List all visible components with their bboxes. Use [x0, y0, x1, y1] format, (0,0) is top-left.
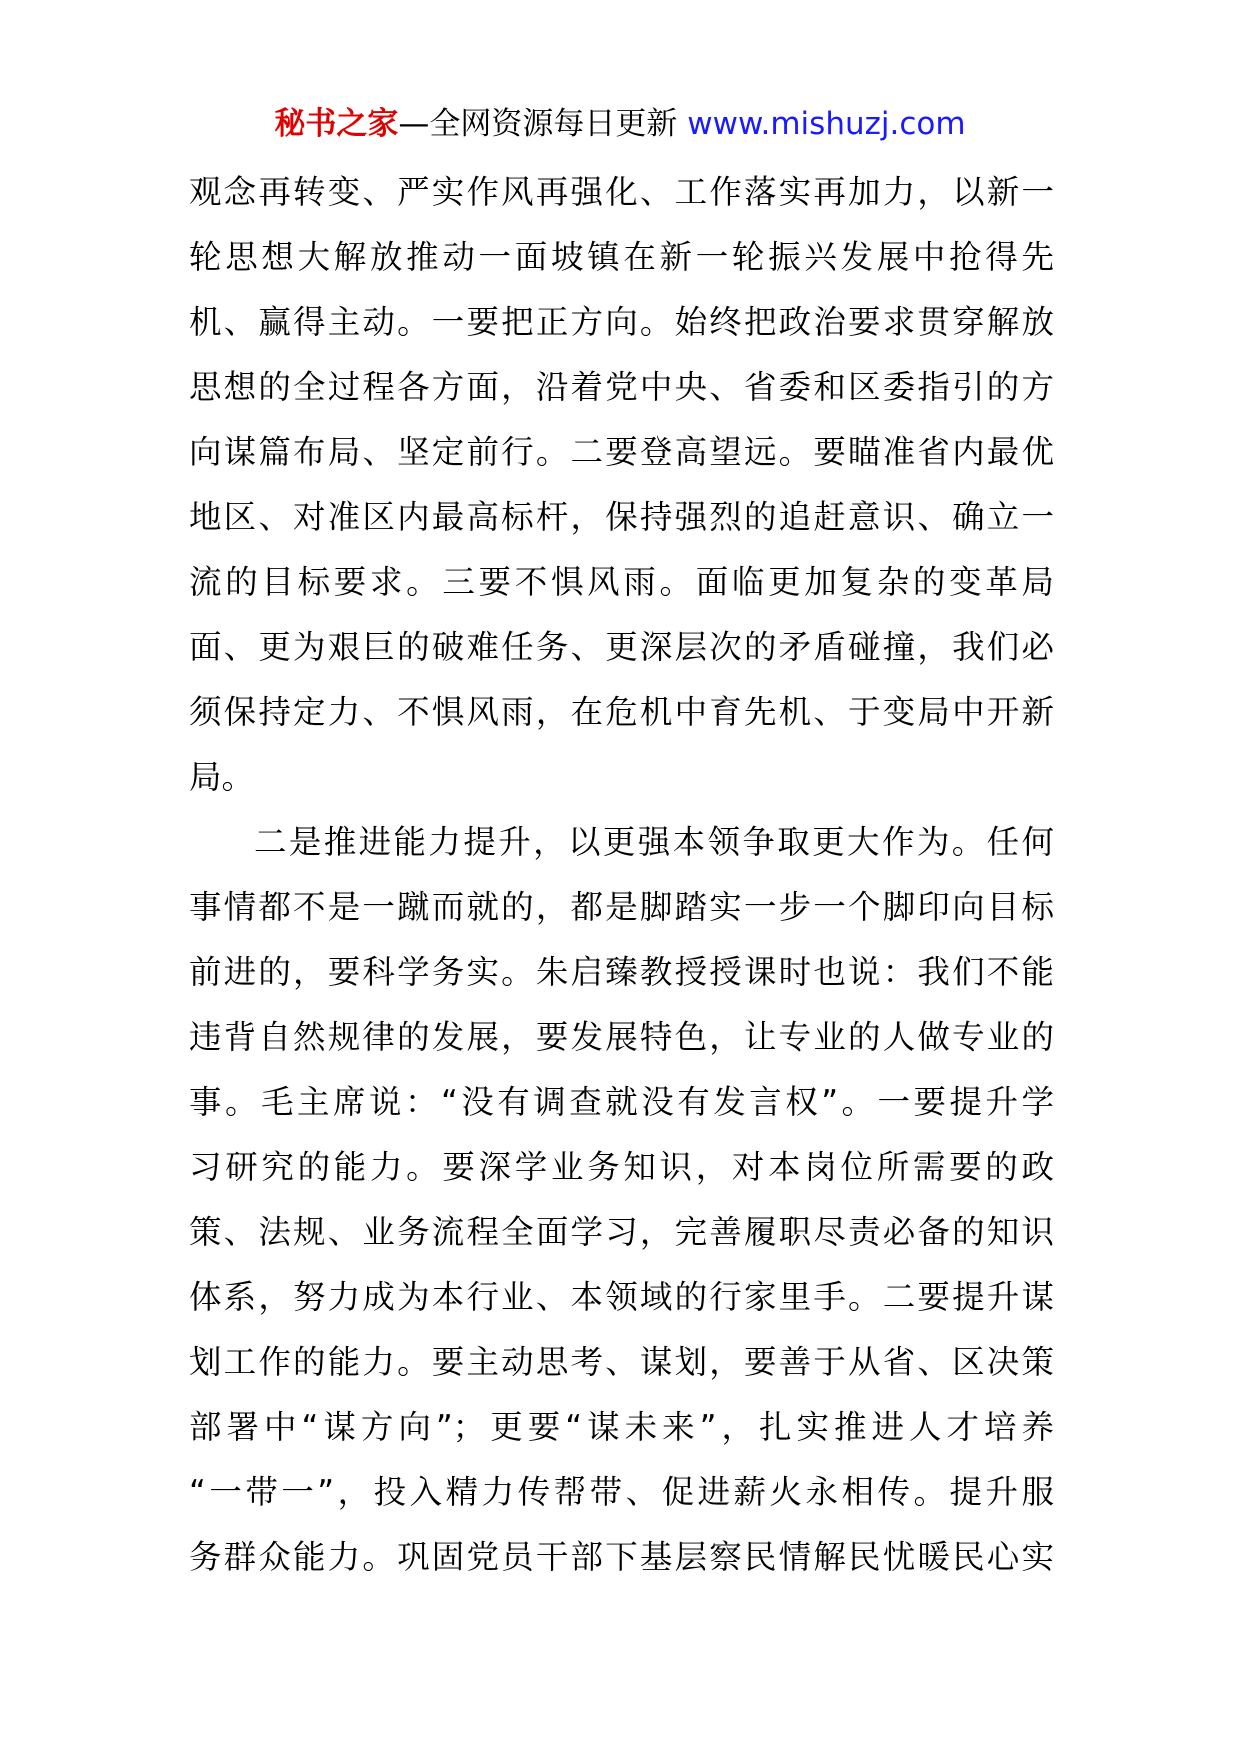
- text-line: “一带一”，投入精力传帮带、促进薪火永相传。提升服: [189, 1473, 1054, 1511]
- page-header: [0, 104, 1240, 144]
- text-line: 部署中“谋方向”；更要“谋未来”，扎实推进人才培养: [189, 1408, 1054, 1446]
- header-tagline: —全网资源每日更新: [398, 106, 688, 142]
- header-url-link[interactable]: www.mishuzj.com: [687, 106, 966, 142]
- text-line: 流的目标要求。三要不惧风雨。面临更加复杂的变革局: [189, 563, 1054, 601]
- text-line: 体系，努力成为本行业、本领域的行家里手。二要提升谋: [189, 1278, 1054, 1316]
- text-line: 面、更为艰巨的破难任务、更深层次的矛盾碰撞，我们必: [189, 628, 1054, 666]
- text-line: 机、赢得主动。一要把正方向。始终把政治要求贯穿解放: [189, 303, 1054, 341]
- text-line: 划工作的能力。要主动思考、谋划，要善于从省、区决策: [189, 1343, 1054, 1381]
- text-line: 二是推进能力提升，以更强本领争取更大作为。任何: [254, 823, 1054, 861]
- text-line: 地区、对准区内最高标杆，保持强烈的追赶意识、确立一: [189, 498, 1054, 536]
- text-line: 事。毛主席说：“没有调查就没有发言权”。一要提升学: [189, 1083, 1054, 1121]
- text-line: 违背自然规律的发展，要发展特色，让专业的人做专业的: [189, 1018, 1054, 1056]
- text-line: 向谋篇布局、坚定前行。二要登高望远。要瞄准省内最优: [189, 433, 1054, 471]
- text-line: 前进的，要科学务实。朱启臻教授授课时也说：我们不能: [189, 953, 1054, 991]
- paragraph-2: [189, 810, 1054, 1590]
- text-line: 习研究的能力。要深学业务知识，对本岗位所需要的政: [189, 1148, 1054, 1186]
- text-line: 须保持定力、不惧风雨，在危机中育先机、于变局中开新: [189, 693, 1054, 731]
- text-line: 务群众能力。巩固党员干部下基层察民情解民忧暖民心实: [189, 1538, 1054, 1576]
- paragraph-1: [189, 160, 1054, 810]
- document-body: [189, 160, 1054, 1590]
- text-line: 观念再转变、严实作风再强化、工作落实再加力，以新一: [189, 173, 1054, 211]
- text-line: 事情都不是一蹴而就的，都是脚踏实一步一个脚印向目标: [189, 888, 1054, 926]
- text-line: 策、法规、业务流程全面学习，完善履职尽责必备的知识: [189, 1213, 1054, 1251]
- text-line: 思想的全过程各方面，沿着党中央、省委和区委指引的方: [189, 368, 1054, 406]
- header-brand: 秘书之家: [274, 106, 399, 142]
- text-line: 轮思想大解放推动一面坡镇在新一轮振兴发展中抢得先: [189, 238, 1054, 276]
- text-line: 局。: [189, 758, 255, 796]
